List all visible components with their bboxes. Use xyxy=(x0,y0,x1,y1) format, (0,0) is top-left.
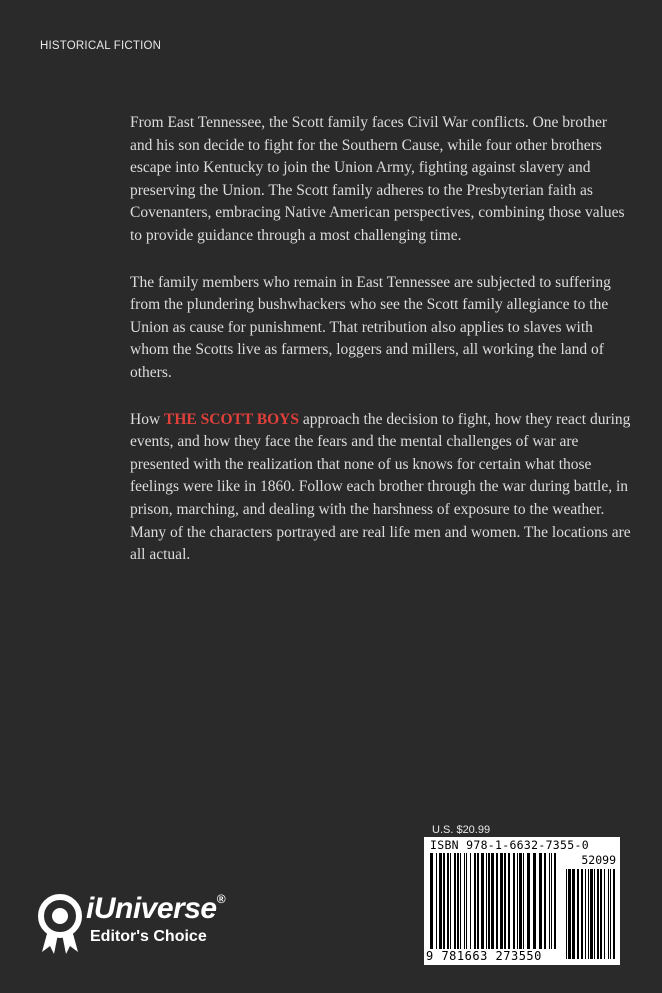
ean-digits: 9 781663 273550 xyxy=(426,949,542,963)
ean-bar xyxy=(488,853,490,949)
ean-bar xyxy=(436,853,437,949)
ean-bar xyxy=(500,853,503,949)
addon-bar xyxy=(572,869,575,959)
publisher-name-text: iUniverse xyxy=(86,892,217,925)
ean-bar xyxy=(457,853,459,949)
ean-bar xyxy=(439,853,442,949)
ean-bar xyxy=(481,853,484,949)
book-title-highlight: THE SCOTT BOYS xyxy=(164,410,299,428)
ean-bar xyxy=(447,853,449,949)
addon-bar xyxy=(577,869,579,959)
ean-bar xyxy=(460,853,461,949)
isbn-barcode xyxy=(424,837,620,965)
ean-bar xyxy=(504,853,506,949)
price-label: U.S. $20.99 xyxy=(432,824,491,836)
ean-bar xyxy=(464,853,465,949)
blurb-paragraph-3 xyxy=(130,409,632,567)
ean-bar xyxy=(443,853,445,949)
ean-bar xyxy=(549,853,550,949)
ean-bar xyxy=(527,853,530,949)
ean-bar xyxy=(513,853,515,949)
ean-bar xyxy=(477,853,479,949)
ean-bar xyxy=(450,853,451,949)
ean-bar xyxy=(491,853,494,949)
genre-label: HISTORICAL FICTION xyxy=(40,40,162,52)
blurb-paragraph-1: From East Tennessee, the Scott family faces Civil War conflicts. One brother and his son decide to fight for the Southern Cause, while four other brothers escape into Kentucky to join the Union Army, fighting against slavery and preserving the Union. The Scott family adheres to the Presbyterian faith as Covenanters, embracing Native American perspectives, combining those values to provide guidance through a most challenging time. xyxy=(130,114,625,244)
addon-bar xyxy=(590,869,593,959)
iuniverse-logo xyxy=(36,890,276,960)
addon-bar xyxy=(597,869,599,959)
editors-choice-label: Editor's Choice xyxy=(90,928,207,945)
ean-bar xyxy=(430,853,433,949)
ean-bar xyxy=(474,853,476,949)
addon-bar xyxy=(585,869,586,959)
blurb-p3-end: approach the decision to fight, how they react during events, and how they face the fears and the mental challenges of war are presented with the realization that none of us knows for certain what those feelings were like in 1860. Follow each brother through the war during battle, in prison, marching, and dealing with the harshness of exposure to the weather. Many of the characters portrayed are real life men and women. The locations are all actual. xyxy=(130,410,631,564)
addon-bar xyxy=(568,869,571,959)
addon-bar xyxy=(594,869,595,959)
ean-bar xyxy=(551,853,552,949)
ean-bar xyxy=(533,853,536,949)
ean-bar xyxy=(554,853,556,949)
addon-bar xyxy=(566,869,567,959)
isbn-text: ISBN 978-1-6632-7355-0 xyxy=(430,838,589,852)
barcode-bars xyxy=(424,837,620,965)
ean-bar xyxy=(544,853,546,949)
addon-bar xyxy=(604,869,605,959)
addon-bar xyxy=(608,869,609,959)
editors-choice-badge-icon xyxy=(36,890,86,960)
ean-bar xyxy=(454,853,456,949)
ean-bar xyxy=(517,853,518,949)
price-code: 52099 xyxy=(581,853,616,867)
ean-bar xyxy=(470,853,471,949)
ean-bar xyxy=(466,853,467,949)
ean-bar xyxy=(496,853,498,949)
ean-bar xyxy=(523,853,524,949)
ean-bar xyxy=(519,853,522,949)
addon-bar xyxy=(588,869,589,959)
ean-bar xyxy=(508,853,510,949)
blurb-p3-start: How xyxy=(130,410,165,428)
back-cover-blurb xyxy=(130,112,632,591)
addon-bar xyxy=(600,869,602,959)
addon-bar xyxy=(610,869,611,959)
ean-bar xyxy=(539,853,542,949)
publisher-name xyxy=(86,892,225,926)
addon-bar xyxy=(613,869,615,959)
ean-bar xyxy=(486,853,487,949)
addon-bar xyxy=(581,869,583,959)
blurb-paragraph-2: The family members who remain in East Tennessee are subjected to suffering from the plundering bushwhackers who see the Scott family allegiance to the Union as cause for punishment. That retribution also applies to slaves with whom the Scotts live as farmers, loggers and millers, all working the land of others. xyxy=(130,273,611,381)
registered-mark: ® xyxy=(216,892,225,906)
